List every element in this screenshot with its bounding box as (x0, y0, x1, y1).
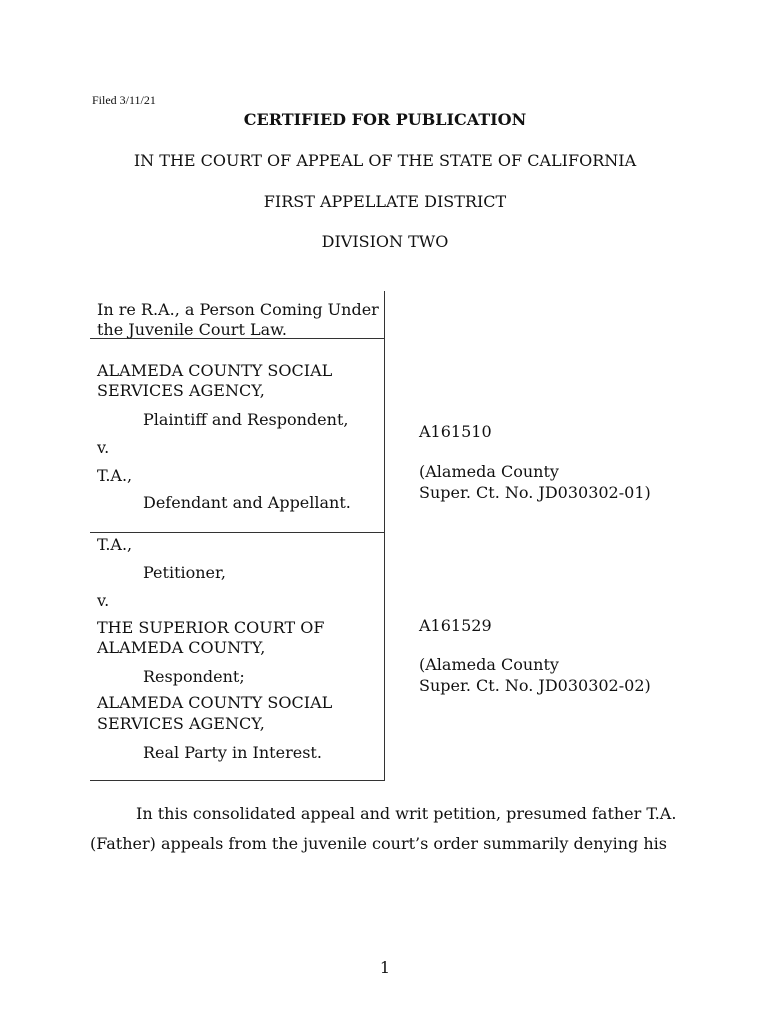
agency-name-line-3: ALAMEDA COUNTY SOCIAL (97, 693, 333, 712)
body-line-2: (Father) appeals from the juvenile court’s order summarily denying his (90, 834, 667, 853)
county-line-1b: Super. Ct. No. JD030302-01) (419, 483, 651, 502)
county-line-2a: (Alameda County (419, 655, 559, 674)
court-heading: IN THE COURT OF APPEAL OF THE STATE OF CALIFORNIA (133, 151, 637, 170)
body-line-1: In this consolidated appeal and writ petition, presumed father T.A. (136, 804, 677, 823)
party-name-1: T.A., (97, 466, 133, 485)
in-re-line-1: In re R.A., a Person Coming Under (97, 300, 379, 319)
court-name-line-1: THE SUPERIOR COURT OF (97, 618, 325, 637)
party-name-2: T.A., (97, 535, 133, 554)
versus-1: v. (97, 438, 110, 457)
county-line-2b: Super. Ct. No. JD030302-02) (419, 676, 651, 695)
versus-2: v. (97, 591, 110, 610)
page-number: 1 (379, 958, 391, 977)
division-heading: DIVISION TWO (321, 232, 449, 251)
party-role-2: Petitioner, (143, 563, 226, 582)
court-role: Respondent; (143, 667, 245, 686)
agency-role: Plaintiff and Respondent, (143, 410, 349, 429)
case-number-1: A161510 (419, 422, 492, 441)
court-name-line-2: ALAMEDA COUNTY, (97, 638, 266, 657)
filed-date: Filed 3/11/21 (92, 93, 156, 107)
county-line-1a: (Alameda County (419, 462, 559, 481)
real-party-role: Real Party in Interest. (143, 743, 322, 762)
agency-name-line-2: SERVICES AGENCY, (97, 381, 265, 400)
caption-divider-2 (90, 532, 385, 533)
agency-name-line-1: ALAMEDA COUNTY SOCIAL (97, 361, 333, 380)
caption-vertical-rule (384, 291, 385, 781)
in-re-line-2: the Juvenile Court Law. (97, 320, 287, 339)
certified-heading: CERTIFIED FOR PUBLICATION (243, 110, 527, 129)
party-role-1: Defendant and Appellant. (143, 493, 351, 512)
caption-bottom-rule (90, 780, 385, 781)
case-number-2: A161529 (419, 616, 492, 635)
district-heading: FIRST APPELLATE DISTRICT (263, 192, 507, 211)
agency-name-line-4: SERVICES AGENCY, (97, 714, 265, 733)
